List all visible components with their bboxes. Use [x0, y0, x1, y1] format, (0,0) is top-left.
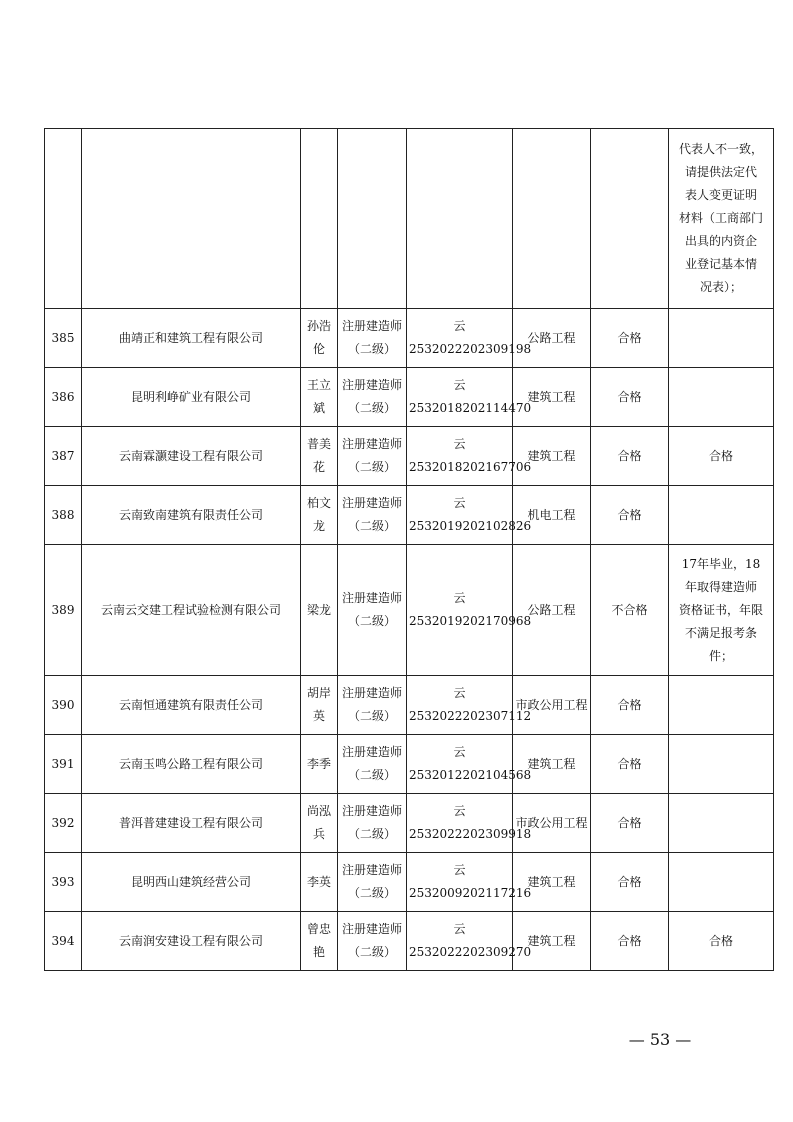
cell-no: 393 [45, 853, 82, 912]
cell-cert: 云 2532009202117216 [407, 853, 513, 912]
cell-qualification: 注册建造师 （二级） [338, 735, 407, 794]
cell-name [301, 129, 338, 309]
cell-major: 公路工程 [513, 309, 591, 368]
cell-qualification [338, 129, 407, 309]
cell-company: 云南润安建设工程有限公司 [82, 912, 301, 971]
cell-company: 云南致南建筑有限责任公司 [82, 486, 301, 545]
cell-name: 王立斌 [301, 368, 338, 427]
cell-major: 建筑工程 [513, 853, 591, 912]
cell-name: 曾忠艳 [301, 912, 338, 971]
cell-company: 云南霖灏建设工程有限公司 [82, 427, 301, 486]
cell-result2: 17年毕业，18 年取得建造师 资格证书，年限 不满足报考条 件； [669, 545, 774, 676]
cell-no: 385 [45, 309, 82, 368]
cell-result2 [669, 853, 774, 912]
table-row [45, 794, 774, 853]
cell-no: 389 [45, 545, 82, 676]
cell-result2: 合格 [669, 912, 774, 971]
cell-result1: 合格 [591, 676, 669, 735]
cell-result1: 合格 [591, 368, 669, 427]
cell-no: 391 [45, 735, 82, 794]
cell-no: 394 [45, 912, 82, 971]
cell-result1: 合格 [591, 486, 669, 545]
cell-qualification: 注册建造师 （二级） [338, 853, 407, 912]
cell-company: 云南云交建工程试验检测有限公司 [82, 545, 301, 676]
cell-cert: 云 2532022202307112 [407, 676, 513, 735]
cell-result2 [669, 309, 774, 368]
cell-cert: 云 2532022202309270 [407, 912, 513, 971]
cell-result1: 合格 [591, 735, 669, 794]
cell-major: 建筑工程 [513, 912, 591, 971]
cell-result1: 合格 [591, 853, 669, 912]
cell-cert: 云 2532012202104568 [407, 735, 513, 794]
table-body [45, 129, 774, 971]
cell-no: 387 [45, 427, 82, 486]
cell-result2 [669, 735, 774, 794]
cell-name: 柏文龙 [301, 486, 338, 545]
cell-cert [407, 129, 513, 309]
cell-major: 建筑工程 [513, 427, 591, 486]
cell-company: 云南玉鸣公路工程有限公司 [82, 735, 301, 794]
cell-qualification: 注册建造师 （二级） [338, 486, 407, 545]
cell-qualification: 注册建造师 （二级） [338, 427, 407, 486]
cell-company: 昆明利峥矿业有限公司 [82, 368, 301, 427]
cell-no: 386 [45, 368, 82, 427]
cell-result1: 合格 [591, 794, 669, 853]
table-row [45, 735, 774, 794]
cell-major: 机电工程 [513, 486, 591, 545]
cell-qualification: 注册建造师 （二级） [338, 545, 407, 676]
cell-cert: 云 2532018202167706 [407, 427, 513, 486]
cell-result2: 合格 [669, 427, 774, 486]
table-row [45, 912, 774, 971]
cell-result2 [669, 486, 774, 545]
cell-major: 建筑工程 [513, 735, 591, 794]
cell-company: 云南恒通建筑有限责任公司 [82, 676, 301, 735]
cell-major: 公路工程 [513, 545, 591, 676]
cell-result1: 合格 [591, 309, 669, 368]
cell-name: 梁龙 [301, 545, 338, 676]
cell-result1: 不合格 [591, 545, 669, 676]
table-row [45, 545, 774, 676]
continuation-row [45, 129, 774, 309]
cell-cert: 云 2532019202170968 [407, 545, 513, 676]
cell-no [45, 129, 82, 309]
cell-result1: 合格 [591, 427, 669, 486]
qualification-table [44, 128, 774, 971]
table-row [45, 676, 774, 735]
cell-company: 普洱普建建设工程有限公司 [82, 794, 301, 853]
cell-qualification: 注册建造师 （二级） [338, 676, 407, 735]
cell-major: 市政公用工程 [513, 794, 591, 853]
cell-result1: 合格 [591, 912, 669, 971]
cell-cert: 云 2532018202114470 [407, 368, 513, 427]
cell-no: 392 [45, 794, 82, 853]
cell-cert: 云 2532022202309918 [407, 794, 513, 853]
cell-note: 代表人不一致， 请提供法定代 表人变更证明 材料（工商部门 出具的内资企 业登记基本情 况表）； [669, 129, 774, 309]
cell-result2 [669, 676, 774, 735]
cell-cert: 云 2532022202309198 [407, 309, 513, 368]
table-row [45, 368, 774, 427]
cell-no: 388 [45, 486, 82, 545]
cell-no: 390 [45, 676, 82, 735]
table-row [45, 427, 774, 486]
cell-name: 胡岸英 [301, 676, 338, 735]
cell-qualification: 注册建造师 （二级） [338, 912, 407, 971]
cell-name: 李英 [301, 853, 338, 912]
cell-name: 孙浩伦 [301, 309, 338, 368]
cell-name: 普美花 [301, 427, 338, 486]
cell-cert: 云 2532019202102826 [407, 486, 513, 545]
cell-result2 [669, 368, 774, 427]
table-row [45, 486, 774, 545]
cell-qualification: 注册建造师 （二级） [338, 794, 407, 853]
cell-qualification: 注册建造师 （二级） [338, 368, 407, 427]
cell-company [82, 129, 301, 309]
cell-major [513, 129, 591, 309]
cell-name: 李季 [301, 735, 338, 794]
cell-result1 [591, 129, 669, 309]
cell-name: 尚泓兵 [301, 794, 338, 853]
cell-company: 曲靖正和建筑工程有限公司 [82, 309, 301, 368]
cell-major: 市政公用工程 [513, 676, 591, 735]
page-number: — 53 — [628, 1030, 692, 1049]
cell-qualification: 注册建造师 （二级） [338, 309, 407, 368]
cell-result2 [669, 794, 774, 853]
cell-company: 昆明西山建筑经营公司 [82, 853, 301, 912]
table-row [45, 309, 774, 368]
cell-major: 建筑工程 [513, 368, 591, 427]
table-row [45, 853, 774, 912]
